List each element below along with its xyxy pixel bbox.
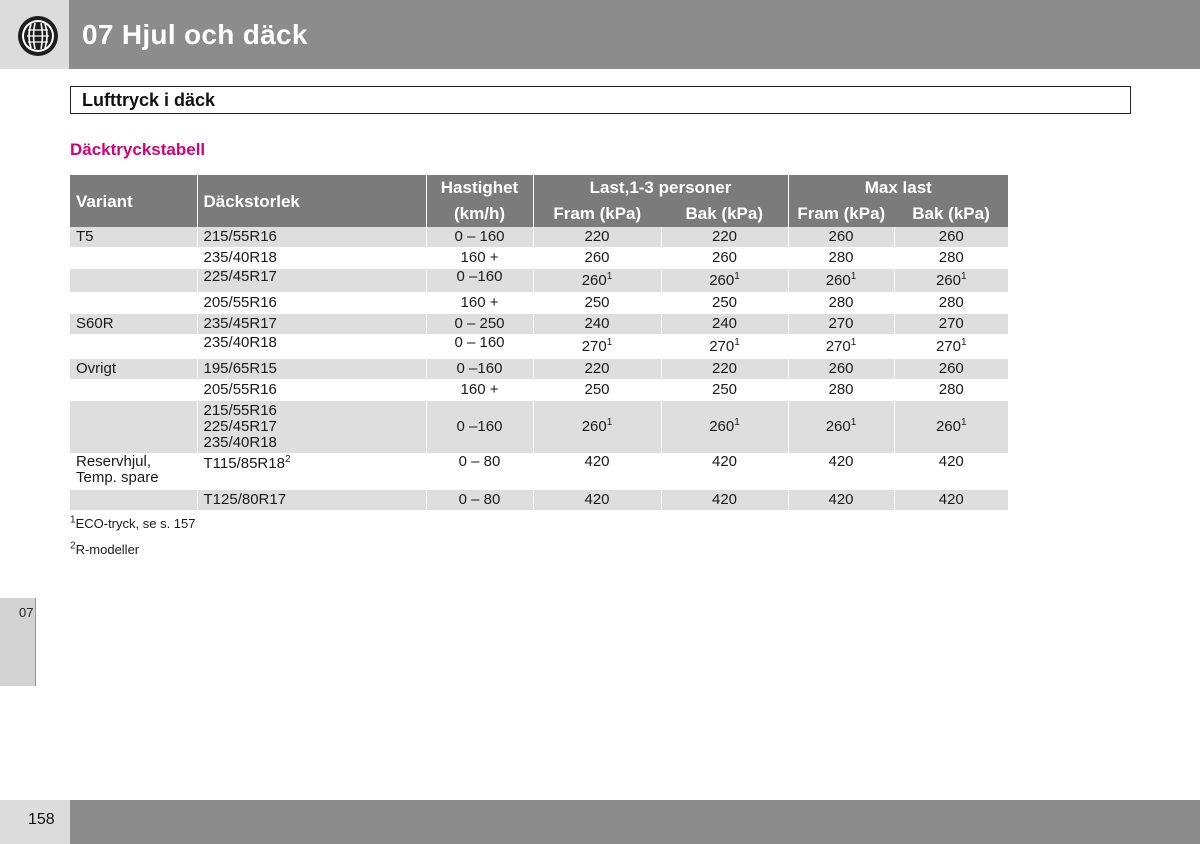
table-row [70,380,1008,401]
cell-max-rear: $260^1$ [894,269,1008,293]
cell-light-rear: 250 [661,293,788,314]
header-variant: Variant [70,175,197,227]
cell-speed: 0 – 80 [426,454,533,490]
header-speed-unit: (km/h) [426,199,533,227]
footnote-2: $^2$R-modeller [70,540,140,557]
header-max-rear: Bak (kPa) [894,199,1008,227]
header-light-front: Fram (kPa) [533,199,661,227]
table-heading: Däcktryckstabell [70,140,206,159]
cell-speed: 0 – 160 [426,227,533,248]
cell-light-rear: 220 [661,227,788,248]
cell-light-rear: $260^1$ [661,401,788,454]
cell-speed: 0 – 250 [426,314,533,335]
cell-light-front: 220 [533,359,661,380]
cell-variant [70,490,197,511]
cell-max-rear: 260 [894,359,1008,380]
footnote-ref: 2 [284,454,291,465]
footnote-ref: 1 [850,417,857,428]
table-row [70,359,1008,380]
table-row [70,269,1008,293]
cell-light-front: $260^1$ [533,269,661,293]
tire-pressure-table [70,175,1008,510]
cell-size: 235/40R18 [197,335,426,359]
header-speed: Hastighet [426,175,533,199]
cell-variant [70,380,197,401]
cell-light-rear: 420 [661,454,788,490]
cell-light-front: $260^1$ [533,401,661,454]
cell-light-rear: $260^1$ [661,269,788,293]
cell-light-front: 250 [533,293,661,314]
cell-speed: 0 – 80 [426,490,533,511]
footnote-ref: 1 [606,336,613,348]
header-load-light: Last,1-3 personer [533,175,788,199]
section-title: Lufttryck i däck [82,90,216,110]
cell-size: 215/55R16 [197,227,426,248]
table-row [70,335,1008,359]
cell-variant [70,335,197,359]
cell-max-front: $260^1$ [788,401,894,454]
cell-speed: 0 – 160 [426,335,533,359]
header-load-max: Max last [788,175,1008,199]
cell-variant: Ovrigt [70,359,197,380]
cell-light-front: 420 [533,490,661,511]
cell-variant [70,269,197,293]
table-row [70,293,1008,314]
footnote-ref: 1 [961,417,967,428]
table-row [70,248,1008,269]
cell-max-front: $270^1$ [788,335,894,359]
cell-size: T125/80R17 [197,490,426,511]
cell-max-front: 260 [788,359,894,380]
cell-size: 235/40R18 [197,248,426,269]
cell-speed: 0 –160 [426,401,533,454]
cell-size: $T115/85R18^2$ [197,454,426,490]
footnote-1: $^1$ECO-tryck, se s. 157 [70,514,196,531]
cell-max-front: 420 [788,454,894,490]
cell-light-rear: 250 [661,380,788,401]
cell-light-rear: 220 [661,359,788,380]
cell-max-rear: 270 [894,314,1008,335]
cell-max-front: 270 [788,314,894,335]
cell-max-rear: $270^1$ [894,335,1008,359]
header-tire-size: Däckstorlek [197,175,426,227]
footnote-ref: 1 [606,417,613,428]
cell-variant [70,401,197,454]
cell-size: 225/45R17 [197,269,426,293]
cell-light-front: $270^1$ [533,335,661,359]
cell-light-front: 260 [533,248,661,269]
table-row [70,454,1008,490]
cell-light-front: 420 [533,454,661,490]
cell-speed: 160 + [426,293,533,314]
cell-variant: S60R [70,314,197,335]
cell-max-front: 420 [788,490,894,511]
cell-light-front: 240 [533,314,661,335]
cell-max-front: 260 [788,227,894,248]
cell-size: 205/55R16 [197,380,426,401]
header-light-rear: Bak (kPa) [661,199,788,227]
table-row [70,490,1008,511]
footnote-ref: 1 [961,270,967,282]
cell-size: 235/45R17 [197,314,426,335]
cell-variant: T5 [70,227,197,248]
table-row [70,401,1008,454]
footnote-ref: 1 [606,270,613,282]
cell-light-front: 220 [533,227,661,248]
cell-speed: 0 –160 [426,269,533,293]
footnote-ref: 1 [961,336,967,348]
footnote-ref: 1 [734,270,740,282]
cell-light-rear: 240 [661,314,788,335]
tire-icon [17,15,59,57]
cell-max-front: 280 [788,248,894,269]
cell-speed: 160 + [426,248,533,269]
cell-variant [70,293,197,314]
cell-max-rear: 280 [894,380,1008,401]
footnote-ref: 1 [734,336,740,348]
cell-max-front: 280 [788,380,894,401]
cell-speed: 0 –160 [426,359,533,380]
chapter-title: 07 Hjul och däck [82,19,308,50]
cell-light-rear: 420 [661,490,788,511]
cell-size: 215/55R16 225/45R17 235/40R18 [197,401,426,454]
chapter-icon-box [0,0,69,69]
table-row [70,314,1008,335]
cell-max-rear: 260 [894,227,1008,248]
cell-max-front: 280 [788,293,894,314]
cell-max-rear: $260^1$ [894,401,1008,454]
cell-speed: 160 + [426,380,533,401]
footnote-ref: 1 [850,270,857,282]
cell-variant: Reservhjul, Temp. spare [70,454,197,490]
footnote-ref: 1 [734,417,740,428]
cell-max-rear: 420 [894,490,1008,511]
chapter-side-tab-label: 07 [19,605,34,620]
cell-max-front: $260^1$ [788,269,894,293]
page-number: 158 [28,811,55,828]
table-row [70,227,1008,248]
footer-bar [0,800,1200,844]
cell-size: 195/65R15 [197,359,426,380]
cell-max-rear: 280 [894,248,1008,269]
cell-size: 205/55R16 [197,293,426,314]
cell-max-rear: 280 [894,293,1008,314]
cell-variant [70,248,197,269]
footnote-ref: 1 [850,336,857,348]
cell-light-front: 250 [533,380,661,401]
cell-max-rear: 420 [894,454,1008,490]
cell-light-rear: 260 [661,248,788,269]
header-max-front: Fram (kPa) [788,199,894,227]
cell-light-rear: $270^1$ [661,335,788,359]
section-header [70,86,1131,114]
